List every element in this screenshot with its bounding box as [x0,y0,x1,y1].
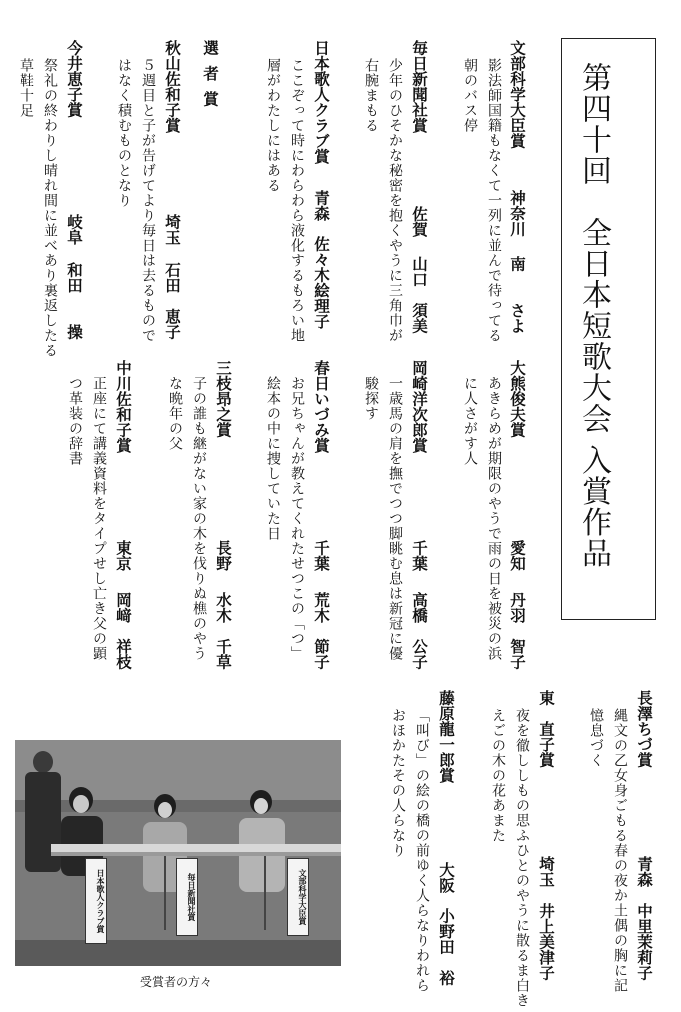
award-kasuga: 春日いづみ賞 [312,360,330,453]
entry-name: 岡﨑 祥枝 [114,592,132,670]
award-monbukagaku: 文部科学大臣賞 [508,40,526,149]
entry-name: 水木 千草 [214,592,232,670]
award-higashi: 東 直子賞 [537,690,555,768]
poem-line: あきらめが期限のやうで雨の日を被災の浜 [486,376,502,661]
entry-name: 南 さよ [508,256,526,334]
award-kajin-club: 日本歌人クラブ賞 [312,40,330,164]
poem-line: 朝のバス停 [462,58,478,133]
award-akiyama: 秋山佐和子賞 [163,40,181,133]
entry-affiliation: 千葉 [312,540,330,571]
poem-line: 右腕まもる [363,58,379,133]
entry-name: 小野田 裕 [437,908,455,986]
poem-line: 駿探す [363,376,379,421]
poem-line: 一歳馬の肩を撫でつつ脚眺む息は新冠に優 [387,376,403,661]
award-nakagawa: 中川佐和子賞 [114,360,132,453]
poem-line: に人さがす人 [462,376,478,466]
poem-line: 正座にて講義資料をタイプせし亡き父の顕 [91,376,107,661]
entry-affiliation: 佐賀 [410,206,428,237]
poem-line: 層がわたしにはある [265,58,281,193]
page-title: 第四十回 全日本短歌大会 入賞作品 [576,62,611,569]
entry-affiliation: 神奈川 [508,190,526,237]
entry-name: 山口 須美 [410,256,428,334]
section-heading-senja: 選者賞 [201,40,219,117]
desk-sign-monbukagaku: 文部科学大臣賞 [287,858,309,936]
entry-name: 佐々木絵理子 [312,236,330,329]
poem-line: 祭礼の終わりし晴れ間に並べあり裏返したる [42,58,58,358]
award-fujiwara: 藤原龍一郎賞 [437,690,455,783]
entry-name: 中里茉莉子 [635,903,653,981]
award-nagasawa: 長澤ちづ賞 [635,690,653,768]
poem-line: 草鞋十足 [18,58,34,118]
entry-name: 和田 操 [65,262,83,340]
entry-name: 荒木 節子 [312,592,330,670]
poem-line: おほかたその人らなり [390,708,406,858]
poem-line: 憶息づく [588,708,604,768]
poem-line: 影法師国籍もなくて一列に並んで待ってる [486,58,502,343]
poem-line: ５週目と子が告げてより毎日は去るもので [140,58,156,343]
poem-line: 「叫び」の絵の橋の前ゆく人らなりわれら [414,708,430,993]
entry-affiliation: 東京 [114,540,132,571]
entry-affiliation: 大阪 [437,862,455,893]
poem-line: な晩年の父 [167,376,183,451]
entry-name: 高橋 公子 [410,592,428,670]
entry-name: 井上美津子 [537,903,555,981]
award-okuma: 大熊俊夫賞 [508,360,526,438]
entry-affiliation: 千葉 [410,540,428,571]
photo-award-winners [15,740,341,966]
desk-sign-mainichi: 毎日新聞社賞 [176,858,198,936]
entry-affiliation: 青森 [635,856,653,887]
poem-line: 絵本の中に捜していた日 [265,376,281,541]
poem-line: 夜を徹ししもの思ふひとのやうに散るま白き [514,708,530,1008]
poem-line: つ革装の辞書 [67,376,83,466]
award-imai: 今井恵子賞 [65,40,83,118]
entry-affiliation: 愛知 [508,540,526,571]
poem-line: 少年のひそかな秘密を抱くやうに三角巾が [387,58,403,343]
poem-line: ここぞって時にわらわら液化するもろい地 [289,58,305,343]
photo-caption: 受賞者の方々 [140,975,213,989]
desk-sign-kajin-club: 日本歌人クラブ賞 [85,858,107,944]
award-saegusa: 三枝昻之賞 [214,360,232,438]
poem-line: えごの木の花あまた [490,708,506,843]
poem-line: 縄文の乙女身ごもる春の夜か土偶の胸に記 [612,708,628,993]
entry-name: 石田 恵子 [163,262,181,340]
entry-affiliation: 岐阜 [65,214,83,245]
poem-line: お兄ちゃんが教えてくれたせつこの「つ」 [289,376,305,661]
entry-affiliation: 長野 [214,540,232,571]
award-mainichi: 毎日新聞社賞 [410,40,428,133]
entry-affiliation: 埼玉 [537,856,555,887]
poem-line: はなく積むものとなり [116,58,132,208]
poem-line: 子の誰も継がない家の木を伐りぬ樵のやう [191,376,207,661]
entry-affiliation: 埼玉 [163,214,181,245]
entry-name: 丹羽 智子 [508,592,526,670]
entry-affiliation: 青森 [312,190,330,221]
award-okazaki: 岡崎洋次郎賞 [410,360,428,453]
